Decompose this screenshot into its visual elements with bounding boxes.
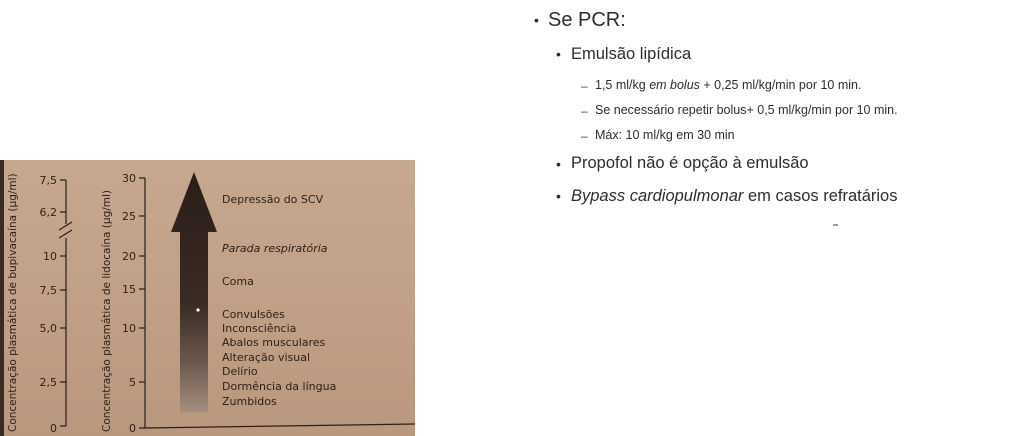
cursor-dot	[196, 308, 199, 311]
severity-arrow	[171, 172, 217, 412]
axis-break-icon	[59, 222, 72, 238]
propofol-item: Propofol não é opção à emulsão	[571, 154, 809, 172]
bullet-icon: •	[556, 188, 561, 204]
emulsion-item: Emulsão lipídica	[571, 45, 692, 63]
lido-tick-label: 5	[129, 376, 136, 389]
effect-label: Delírio	[222, 365, 258, 378]
lido-tick-label: 15	[122, 283, 136, 296]
bupi-tick-label: 6,2	[39, 206, 57, 219]
bupi-tick-label: 7,5	[39, 174, 57, 187]
effects-list	[222, 193, 336, 408]
bupi-tick-label: 7,5	[39, 284, 57, 297]
bupivacaine-ticks	[60, 180, 66, 426]
bypass-item	[571, 187, 897, 206]
lido-tick-label: 25	[122, 210, 136, 223]
max-dose-item: Máx: 10 ml/kg em 30 min	[595, 128, 735, 142]
effect-label: Abalos musculares	[222, 336, 326, 349]
bullet-icon: •	[556, 46, 561, 62]
bupivacaine-axis	[40, 174, 73, 435]
lido-tick-label: 20	[122, 250, 136, 263]
speck	[833, 224, 838, 226]
lido-tick-label: 10	[122, 322, 136, 335]
effect-label: Alteração visual	[222, 351, 311, 364]
repeat-item: Se necessário repetir bolus+ 0,5 ml/kg/min por 10 min.	[595, 103, 898, 117]
dose-infusion: + 0,25 ml/kg/min por 10 min.	[699, 78, 862, 92]
dose-bolus: em bolus	[649, 78, 700, 92]
effect-label: Depressão do SCV	[222, 193, 324, 206]
dash-icon: –	[581, 129, 588, 143]
bupi-tick-label: 10	[43, 250, 57, 263]
ylabel-lidocaine: Concentração plasmática de lidocaína (µg/ml)	[101, 189, 113, 432]
effect-label: Convulsões	[222, 308, 285, 321]
bypass-term: Bypass cardiopulmonar	[571, 187, 744, 205]
lido-tick-label: 30	[122, 172, 136, 185]
toxicity-diagram	[0, 160, 415, 436]
bypass-context: em casos refratários	[743, 187, 898, 205]
ylabel-bupivacaine: Concentração plasmática de bupivacaína (µg/ml)	[7, 173, 19, 432]
figure-edge	[0, 160, 4, 436]
bupi-tick-label: 0	[50, 422, 57, 435]
lidocaine-ticks	[139, 178, 145, 428]
dose-item	[595, 78, 861, 92]
bullet-icon: •	[556, 156, 561, 172]
bupi-tick-label: 5,0	[39, 322, 57, 335]
toxicity-figure	[0, 160, 415, 436]
effect-label: Zumbidos	[222, 395, 277, 408]
effect-label: Coma	[222, 275, 254, 288]
pcr-heading: Se PCR:	[548, 9, 626, 31]
dash-icon: –	[581, 79, 588, 93]
effect-label: Inconsciência	[222, 322, 297, 335]
effect-label: Parada respiratória	[222, 242, 328, 255]
dose-amount: 1,5 ml/kg	[595, 78, 650, 92]
effect-label: Dormência da língua	[222, 380, 337, 393]
lido-tick-label: 0	[129, 422, 136, 435]
bupi-tick-label: 2,5	[39, 376, 57, 389]
dash-icon: –	[581, 104, 588, 118]
bullet-icon: •	[534, 12, 539, 28]
